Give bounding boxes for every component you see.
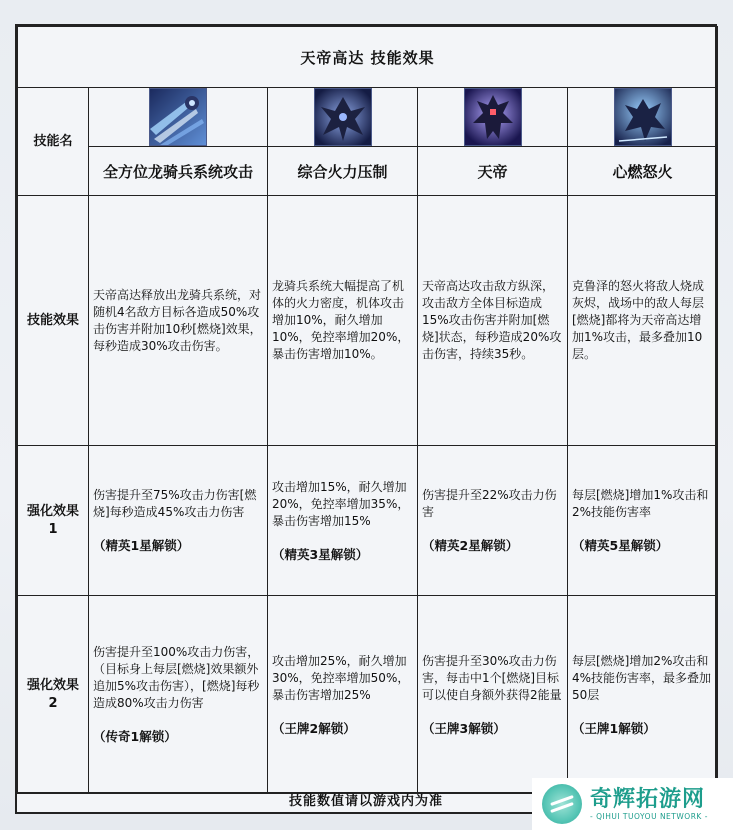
skill-name-2: 综合火力压制 (268, 147, 418, 196)
skill-table (17, 26, 718, 794)
site-watermark (532, 778, 733, 830)
skill-table-sheet (15, 24, 717, 814)
skill-effect-cell-2 (268, 196, 418, 446)
skill-effect-text: 龙骑兵系统大幅提高了机体的火力密度，机体攻击增加10%，耐久增加10%，免控率增加20%，暴击伤害增加10%。 (272, 279, 410, 361)
skill-name-3: 天帝 (418, 147, 568, 196)
enhance1-text: 伤害提升至22%攻击力伤害 (422, 488, 557, 519)
enhance1-text: 攻击增加15%，耐久增加20%，免控率增加35%，暴击伤害增加15% (272, 479, 410, 528)
enhance2-text: 伤害提升至30%攻击力伤害，每击中1个[燃烧]目标可以使自身额外获得2能量 (422, 653, 562, 702)
enhance1-unlock: （精英3星解锁） (272, 546, 369, 562)
enhance2-cell-3 (418, 596, 568, 794)
enhance1-cell-1 (89, 446, 268, 596)
skill-name-1: 全方位龙骑兵系统攻击 (89, 147, 268, 196)
enhance2-cell-4 (568, 596, 718, 794)
enhance1-text: 伤害提升至75%攻击力伤害[燃烧]每秒造成45%攻击力伤害 (93, 488, 257, 519)
enhance2-text: 伤害提升至100%攻击力伤害，（目标身上每层[燃烧]效果额外追加5%攻击伤害），[燃烧]每秒造成80%攻击力伤害 (93, 645, 260, 710)
skill-effect-text: 天帝高达攻击敌方纵深，攻击敌方全体目标造成15%攻击伤害并附加[燃烧]状态，每秒造成20%攻击伤害，持续35秒。 (422, 279, 562, 361)
tentei-icon (464, 88, 522, 146)
footer-note: 技能数值请以游戏内为准 (17, 792, 715, 812)
dragoon-system-attack-icon (149, 88, 207, 146)
enhance2-cell-1 (89, 596, 268, 794)
watermark-en: - QIHUI TUOYOU NETWORK - (590, 811, 708, 821)
burning-rage-icon (614, 88, 672, 146)
watermark-cn: 奇辉拓游网 (590, 786, 706, 812)
enhance1-unlock: （精英5星解锁） (572, 538, 669, 553)
enhance2-cell-2 (268, 596, 418, 794)
row-header-enhance-1: 强化效果 1 (18, 446, 89, 596)
enhance1-cell-2 (268, 446, 418, 596)
enhance1-text: 每层[燃烧]增加1%攻击和2%技能伤害率 (572, 488, 709, 519)
watermark-text (590, 788, 708, 821)
skill-name-4: 心燃怒火 (568, 147, 718, 196)
enhance2-text: 攻击增加25%，耐久增加30%，免控率增加50%，暴击伤害增加25% (272, 653, 410, 702)
skill-icon-cell-4 (568, 88, 718, 147)
skill-effect-text: 克鲁泽的怒火将敌人烧成灰烬，战场中的敌人每层[燃烧]都将为天帝高达增加1%攻击，最多叠加10层。 (572, 279, 705, 361)
row-header-skill-name: 技能名 (18, 88, 89, 196)
enhance2-text: 每层[燃烧]增加2%攻击和4%技能伤害率，最多叠加50层 (572, 653, 712, 702)
skill-effect-cell-3 (418, 196, 568, 446)
row-header-enhance-2: 强化效果 2 (18, 596, 89, 794)
enhance1-cell-3 (418, 446, 568, 596)
enhance1-unlock: （精英1星解锁） (93, 538, 190, 553)
skill-icon-cell-1 (89, 88, 268, 147)
enhance2-unlock: （王牌1解锁） (572, 720, 656, 736)
skill-icon-cell-2 (268, 88, 418, 147)
enhance2-unlock: （传奇1解锁） (93, 729, 177, 744)
enhance1-cell-4 (568, 446, 718, 596)
enhance1-unlock: （精英2星解锁） (422, 538, 519, 553)
skill-icon-cell-3 (418, 88, 568, 147)
table-title: 天帝高达 技能效果 (18, 27, 718, 88)
enhance2-unlock: （王牌2解锁） (272, 720, 356, 736)
site-logo-icon (542, 784, 582, 824)
enhance2-unlock: （王牌3解锁） (422, 720, 506, 736)
skill-effect-text: 天帝高达释放出龙骑兵系统，对随机4名敌方目标各造成50%攻击伤害并附加10秒[燃烧]效果，每秒造成30%攻击伤害。 (93, 287, 262, 353)
skill-effect-cell-1 (89, 196, 268, 446)
row-header-effect: 技能效果 (18, 196, 89, 446)
skill-effect-cell-4 (568, 196, 718, 446)
firepower-suppression-icon (314, 88, 372, 146)
